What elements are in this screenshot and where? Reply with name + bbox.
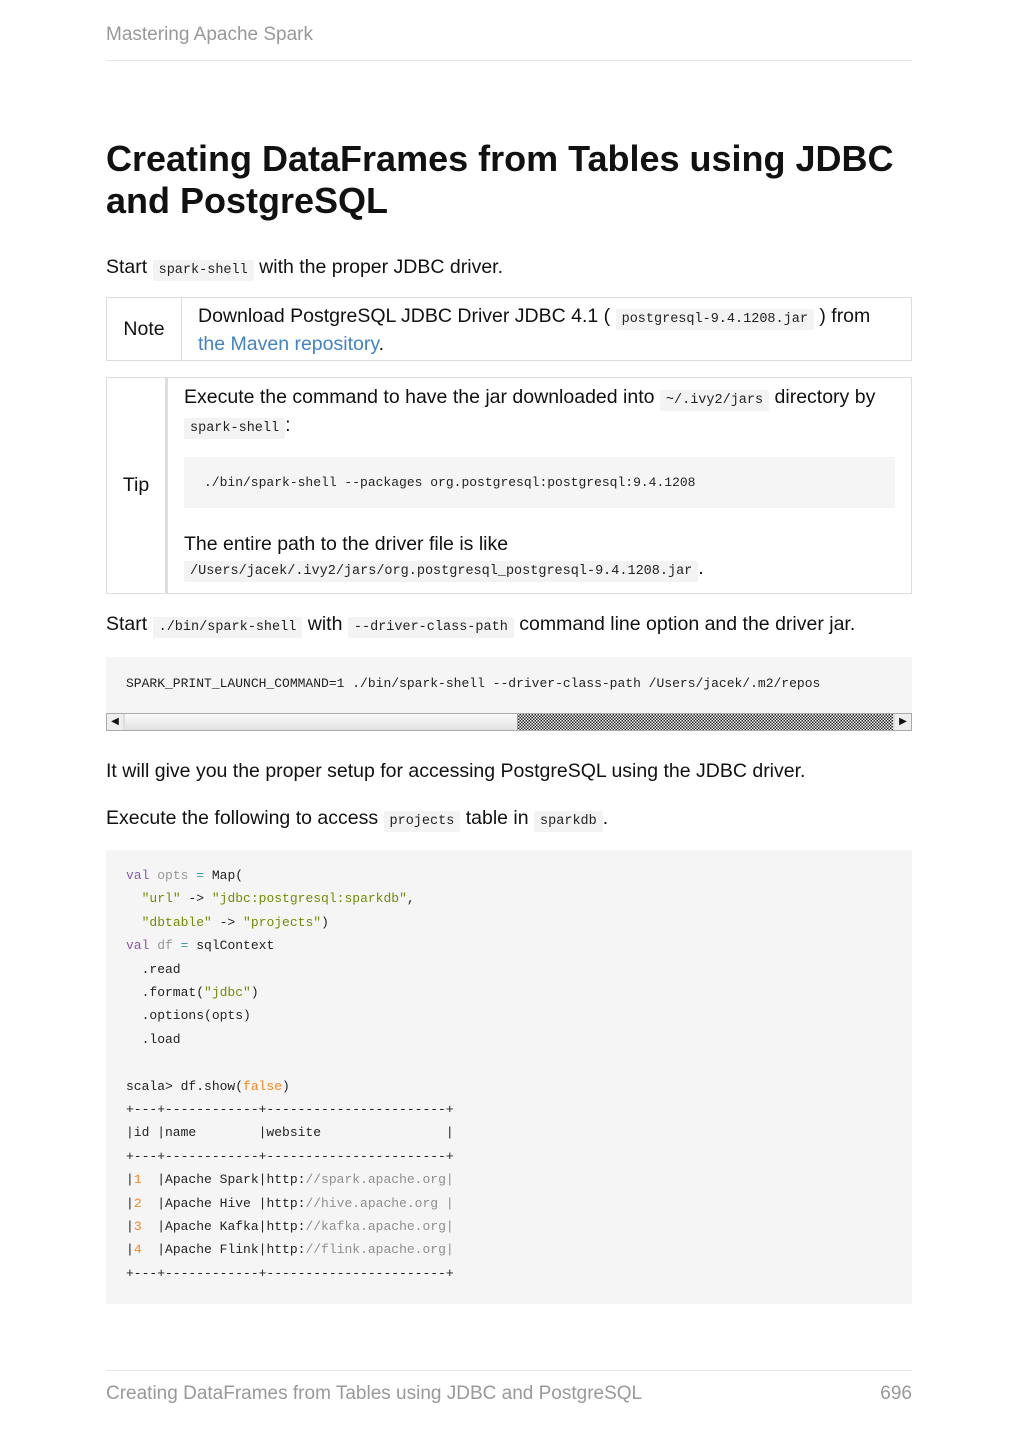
code-token: = [180, 938, 189, 954]
maven-repository-link[interactable]: the Maven repository [198, 333, 379, 355]
running-header: Mastering Apache Spark [106, 24, 912, 61]
text: . [602, 807, 609, 829]
text: Download PostgreSQL JDBC Driver JDBC 4.1 ( [198, 305, 611, 327]
code-token: .format( [126, 985, 205, 1001]
tip-admonition [106, 377, 912, 594]
code-token: 4 [133, 1242, 142, 1258]
inline-code: ~/.ivy2/jars [660, 390, 769, 411]
code-token: | [126, 1195, 134, 1211]
code-token: "projects" [243, 914, 322, 930]
code-token: |Apache Spark|http: [141, 1172, 306, 1188]
code-line [126, 934, 892, 957]
scala-code [106, 850, 912, 1299]
code-line [126, 864, 892, 887]
code-token: //hive.apache.org | [305, 1195, 454, 1211]
code-token: ) [250, 985, 259, 1001]
code-line [126, 958, 892, 981]
text: with the proper JDBC driver. [259, 256, 504, 278]
text: Execute the following to access [106, 807, 379, 829]
code-line [126, 1215, 892, 1238]
inline-code: ./bin/spark-shell [153, 617, 303, 638]
code-token: opts [157, 868, 189, 883]
text: table in [465, 807, 529, 829]
code-token: .options(opts) [126, 1008, 251, 1024]
code-token: +---+------------+-----------------------+ [126, 1265, 454, 1281]
page-title: Creating DataFrames from Tables using JDBC and PostgreSQL [106, 138, 894, 221]
code-token: |Apache Kafka|http: [141, 1219, 306, 1235]
text: Execute the command to have the jar downloaded into [184, 386, 655, 408]
code-line [126, 911, 892, 934]
code-line [126, 1121, 892, 1144]
code-token: | [126, 1172, 134, 1188]
code-line [126, 1075, 892, 1098]
code-token: .load [126, 1031, 181, 1047]
packages-command: ./bin/spark-shell --packages org.postgresql:postgresql:9.4.1208 [204, 475, 696, 490]
code-token: false [243, 1078, 283, 1094]
inline-code: sparkdb [534, 811, 603, 832]
code-token: | [126, 1219, 134, 1235]
code-token: -> [180, 891, 212, 907]
paragraph-execute [106, 804, 608, 836]
scala-code-block [106, 850, 912, 1304]
text: ) from [819, 305, 871, 327]
code-token: sqlContext [188, 938, 275, 954]
text: with [307, 613, 343, 635]
code-token: //kafka.apache.org| [305, 1219, 454, 1235]
inline-code: projects [384, 811, 461, 832]
inline-code: --driver-class-path [348, 617, 514, 638]
code-token: |Apache Flink|http: [141, 1242, 306, 1258]
text: . [698, 557, 704, 580]
launch-command-block [106, 657, 912, 713]
text: directory by [774, 386, 876, 408]
scroll-left-arrow-icon[interactable]: ◀ [107, 714, 123, 730]
code-line [126, 981, 892, 1004]
code-token: //spark.apache.org| [305, 1172, 454, 1188]
code-line [126, 1004, 892, 1027]
text: The entire path to the driver file is like [184, 533, 509, 556]
code-line [126, 1192, 892, 1215]
code-line [126, 1145, 892, 1168]
paragraph-start-spark-shell [106, 253, 503, 285]
code-line [126, 1051, 892, 1074]
code-token: -> [211, 914, 244, 930]
text: . [378, 333, 385, 355]
page-number: 696 [880, 1383, 912, 1404]
code-token: "jdbc:postgresql:sparkdb" [211, 891, 407, 907]
tip-body [168, 378, 911, 593]
code-token: ) [321, 914, 329, 930]
code-token: "dbtable" [141, 914, 212, 930]
horizontal-scrollbar[interactable] [106, 713, 912, 731]
code-token: | [126, 1242, 134, 1258]
code-line [126, 1168, 892, 1191]
page-footer [106, 1370, 912, 1405]
code-token: 2 [133, 1195, 142, 1211]
scrollbar-thumb[interactable] [125, 714, 518, 730]
text: : [285, 414, 291, 436]
code-token: |id |name |website | [126, 1125, 454, 1141]
tip-label: Tip [107, 378, 168, 593]
text: Start [106, 256, 148, 278]
code-line [126, 1028, 892, 1051]
note-label: Note [107, 298, 182, 360]
note-admonition [106, 297, 912, 361]
code-token: 3 [133, 1219, 142, 1235]
code-token: val [126, 868, 150, 883]
code-line [126, 887, 892, 910]
paragraph-driver-class-path [106, 610, 855, 642]
code-token: val [126, 938, 150, 954]
code-line [126, 1098, 892, 1121]
inline-code: spark-shell [184, 418, 285, 439]
code-token: = [196, 868, 205, 883]
note-body [182, 298, 886, 360]
launch-command: SPARK_PRINT_LAUNCH_COMMAND=1 ./bin/spark-shell --driver-class-path /Users/jacek/.m2/repos [126, 676, 821, 691]
code-token: +---+------------+-----------------------+ [126, 1102, 454, 1118]
inline-code: postgresql-9.4.1208.jar [616, 309, 814, 330]
inline-code: spark-shell [153, 260, 254, 281]
footer-chapter-title: Creating DataFrames from Tables using JDBC and PostgreSQL [106, 1383, 643, 1404]
code-token: scala> df.show( [126, 1078, 244, 1094]
code-token: .read [126, 961, 181, 977]
code-token: ) [282, 1078, 290, 1094]
scroll-right-arrow-icon[interactable]: ▶ [895, 714, 911, 730]
code-token: "url" [141, 891, 181, 907]
paragraph-setup: It will give you the proper setup for accessing PostgreSQL using the JDBC driver. [106, 760, 806, 782]
text: command line option and the driver jar. [519, 613, 856, 635]
inline-code: /Users/jacek/.ivy2/jars/org.postgresql_postgresql-9.4.1208.jar [184, 561, 698, 582]
code-token: |Apache Hive |http: [141, 1195, 306, 1211]
code-token [173, 938, 181, 953]
text: Start [106, 613, 148, 635]
scrollbar-track[interactable] [518, 714, 893, 730]
code-block [184, 457, 895, 508]
code-token: "jdbc" [204, 985, 251, 1001]
code-token: 1 [133, 1172, 142, 1188]
code-token: , [406, 891, 415, 907]
code-token [126, 915, 142, 930]
code-token: //flink.apache.org| [305, 1242, 454, 1258]
code-line [126, 1262, 892, 1285]
code-token: Map( [204, 868, 244, 883]
code-token [126, 891, 142, 906]
code-token: +---+------------+-----------------------+ [126, 1148, 454, 1164]
code-token: df [157, 938, 173, 954]
code-line [126, 1238, 892, 1261]
